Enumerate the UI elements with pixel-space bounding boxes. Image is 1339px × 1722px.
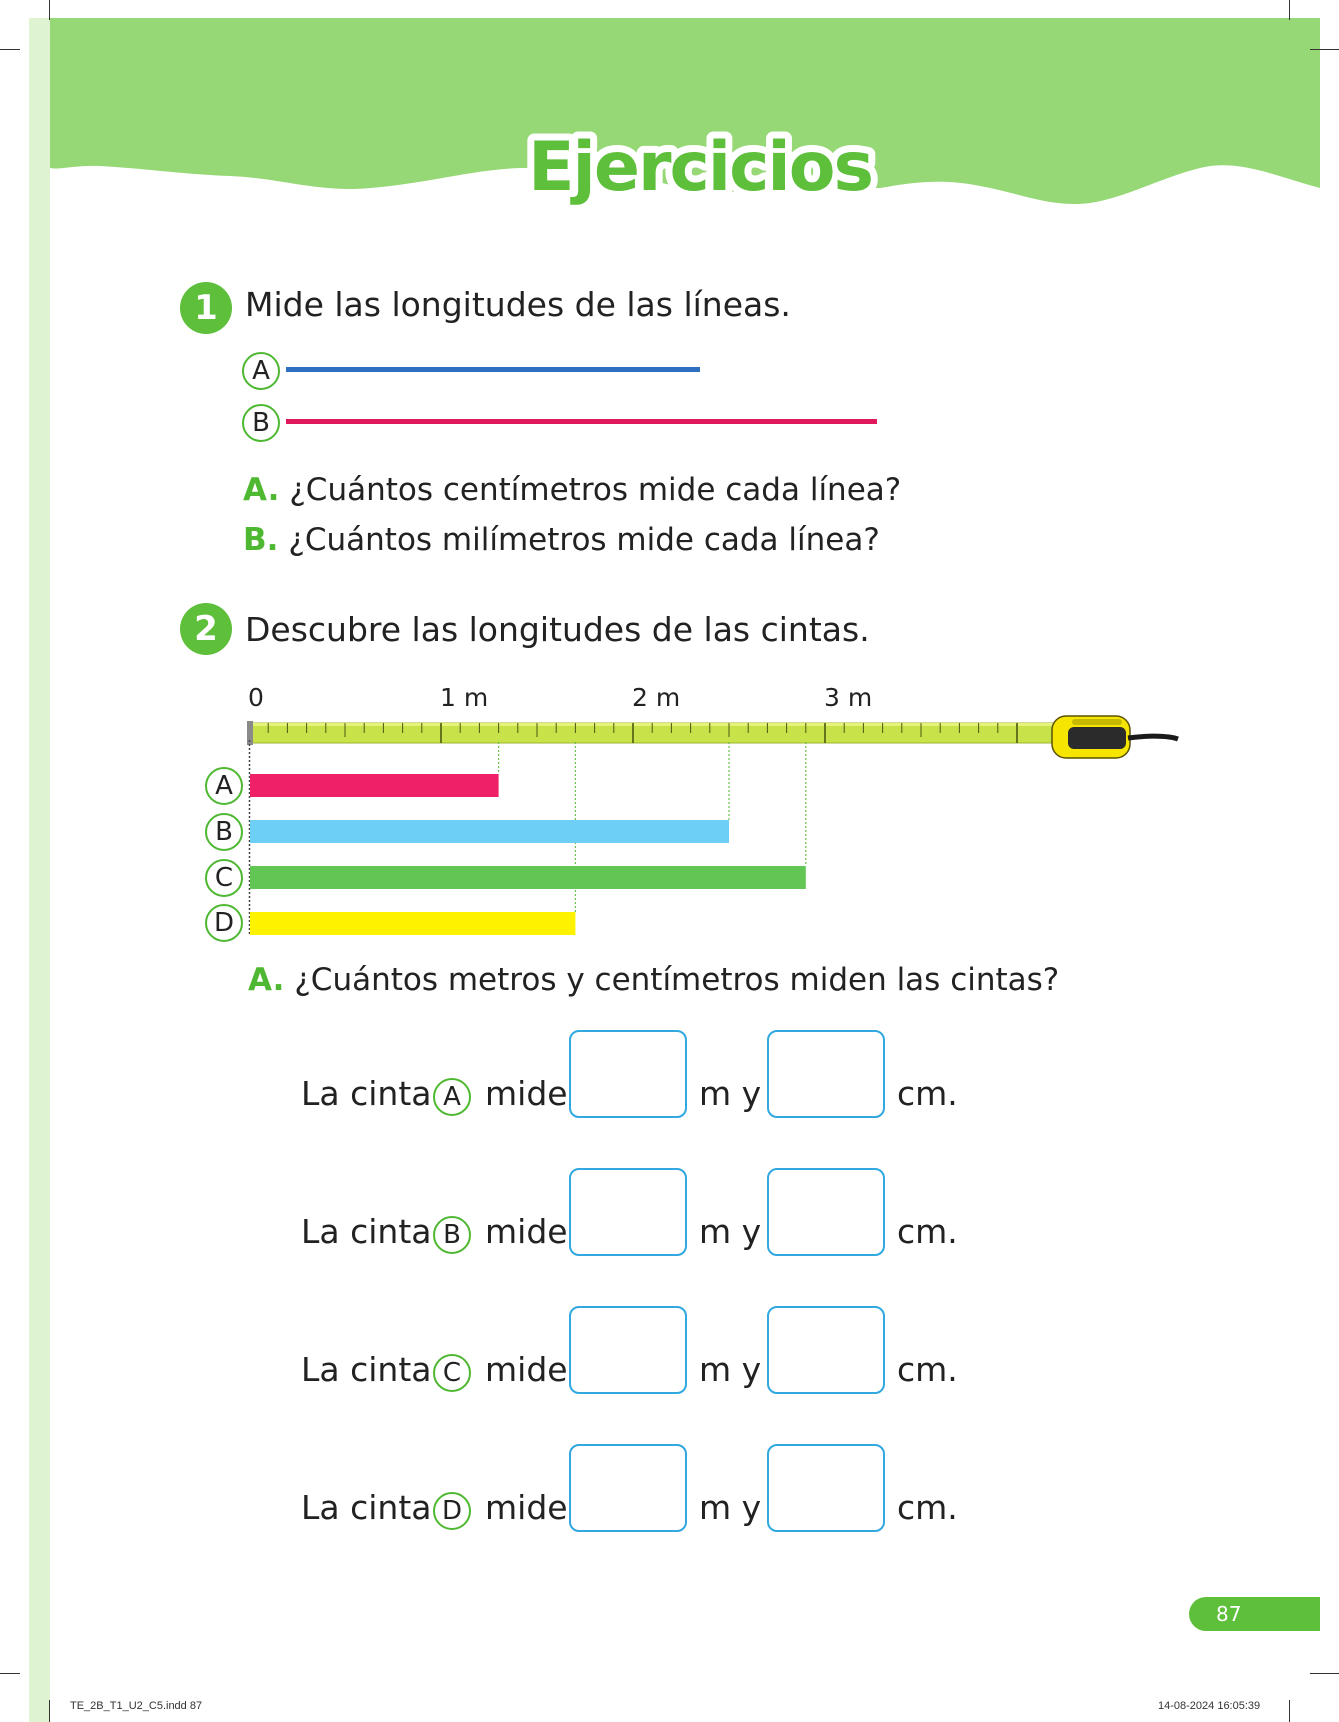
tape-c-bar bbox=[250, 866, 806, 889]
crop-mark bbox=[0, 49, 20, 50]
crop-mark bbox=[1289, 1700, 1290, 1722]
question-text: ¿Cuántos milímetros mide cada línea? bbox=[288, 522, 880, 558]
tape-measure-case-band bbox=[1068, 727, 1126, 749]
tape-measure-figure bbox=[0, 670, 1339, 940]
tape-measure-edge bbox=[249, 723, 1059, 726]
crop-mark bbox=[49, 1700, 50, 1722]
answer-prefix: La cinta bbox=[301, 1350, 432, 1389]
exercises-title bbox=[500, 118, 900, 228]
page-number-tab bbox=[1189, 1597, 1320, 1631]
answer-verb: mide bbox=[485, 1074, 568, 1113]
crop-mark bbox=[1310, 49, 1339, 50]
tape-d-bar bbox=[250, 912, 575, 935]
centimeters-answer-box[interactable] bbox=[767, 1306, 885, 1394]
centimeters-answer-box[interactable] bbox=[767, 1030, 885, 1118]
answer-tape-label: B bbox=[433, 1216, 471, 1254]
meters-answer-box[interactable] bbox=[569, 1306, 687, 1394]
answer-prefix: La cinta bbox=[301, 1488, 432, 1527]
answer-row-a bbox=[0, 1028, 1339, 1118]
meters-answer-box[interactable] bbox=[569, 1030, 687, 1118]
question-letter: A. bbox=[243, 472, 280, 508]
answer-tape-label: C bbox=[433, 1354, 471, 1392]
question-letter: A. bbox=[248, 962, 285, 998]
answer-tape-label: D bbox=[433, 1492, 471, 1530]
tape-measure-lock bbox=[1072, 719, 1122, 725]
meters-answer-box[interactable] bbox=[569, 1444, 687, 1532]
meters-unit: m y bbox=[699, 1350, 762, 1389]
answer-row-b bbox=[0, 1166, 1339, 1256]
tape-b-bar bbox=[250, 820, 729, 843]
line-b bbox=[286, 419, 877, 424]
svg-text:Ejercicios: Ejercicios bbox=[528, 128, 872, 207]
tape-measure-strap bbox=[1128, 736, 1178, 739]
answer-row-c bbox=[0, 1304, 1339, 1394]
answer-tape-label: A bbox=[433, 1078, 471, 1116]
tape-scale-labels bbox=[248, 683, 872, 712]
tape-bars bbox=[250, 774, 806, 935]
answer-row-d bbox=[0, 1442, 1339, 1532]
answer-prefix: La cinta bbox=[301, 1212, 432, 1251]
crop-mark bbox=[1310, 1673, 1339, 1674]
exercise-1-heading: Mide las longitudes de las líneas. bbox=[245, 285, 791, 324]
footer-filename: TE_2B_T1_U2_C5.indd 87 bbox=[70, 1700, 203, 1712]
centimeters-unit: cm. bbox=[897, 1350, 958, 1389]
crop-mark bbox=[49, 0, 50, 20]
exercise-1-question-b bbox=[243, 522, 880, 558]
footer-timestamp: 14-08-2024 16:05:39 bbox=[1158, 1700, 1261, 1712]
question-text: ¿Cuántos centímetros mide cada línea? bbox=[289, 472, 902, 508]
centimeters-unit: cm. bbox=[897, 1074, 958, 1113]
exercise-1-number: 1 bbox=[180, 282, 232, 334]
exercise-2-heading: Descubre las longitudes de las cintas. bbox=[245, 610, 870, 649]
line-a bbox=[286, 367, 700, 372]
answer-verb: mide bbox=[485, 1350, 568, 1389]
question-letter: B. bbox=[243, 522, 279, 558]
exercise-2-number: 2 bbox=[180, 603, 232, 655]
meters-unit: m y bbox=[699, 1488, 762, 1527]
answer-verb: mide bbox=[485, 1488, 568, 1527]
centimeters-unit: cm. bbox=[897, 1212, 958, 1251]
line-a-label: A bbox=[242, 352, 280, 390]
question-text: ¿Cuántos metros y centímetros miden las cintas? bbox=[294, 962, 1060, 998]
meters-unit: m y bbox=[699, 1074, 762, 1113]
page-number: 87 bbox=[1216, 1602, 1242, 1626]
tape-b-label: B bbox=[205, 813, 243, 851]
meters-answer-box[interactable] bbox=[569, 1168, 687, 1256]
answer-prefix: La cinta bbox=[301, 1074, 432, 1113]
crop-mark bbox=[1289, 0, 1290, 20]
tape-scale-label: 0 bbox=[248, 683, 264, 712]
meters-unit: m y bbox=[699, 1212, 762, 1251]
tape-c-label: C bbox=[205, 859, 243, 897]
centimeters-unit: cm. bbox=[897, 1488, 958, 1527]
tape-scale-label: 3 m bbox=[824, 683, 873, 712]
line-b-label: B bbox=[242, 404, 280, 442]
centimeters-answer-box[interactable] bbox=[767, 1168, 885, 1256]
crop-mark bbox=[0, 1673, 20, 1674]
tape-scale-label: 1 m bbox=[440, 683, 489, 712]
exercise-1-question-a bbox=[243, 472, 901, 508]
tape-scale-label: 2 m bbox=[632, 683, 681, 712]
tape-d-label: D bbox=[205, 904, 243, 942]
answer-verb: mide bbox=[485, 1212, 568, 1251]
tape-a-bar bbox=[250, 774, 499, 797]
exercise-2-question-a bbox=[248, 962, 1059, 998]
centimeters-answer-box[interactable] bbox=[767, 1444, 885, 1532]
tape-a-label: A bbox=[205, 767, 243, 805]
